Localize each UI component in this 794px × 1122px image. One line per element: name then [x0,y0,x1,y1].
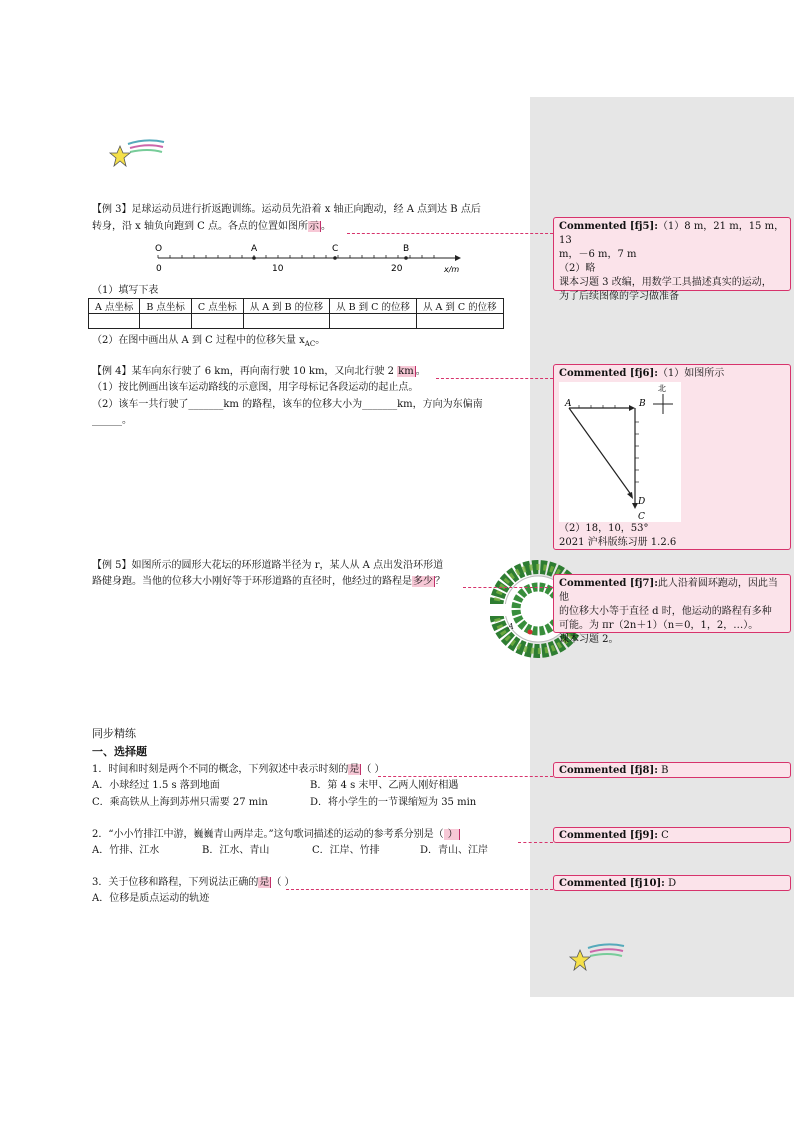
ex4-line3: （2）该车一共行驶了_______km 的路程，该车的位移大小为_______km，方向为东偏南 [92,399,483,410]
figure-label-a: A [508,622,514,631]
point-label-o: O [155,244,163,254]
ex4-line1: 【例 4】某车向东行驶了 6 km，再向南行驶 10 km，又向北行驶 2 km 。 [92,366,426,377]
comment-anchor-5[interactable]: 示 [309,221,320,232]
route-label-b: B [639,399,646,409]
ex5-line2: 路健身跑。当他的位移大小刚好等于环形道路的直径时，他经过的路程是多少 ？ [92,576,445,587]
comment-connector [518,842,553,843]
table-cell[interactable] [191,314,243,329]
comment-anchor-10[interactable]: 是 [259,877,270,888]
q1-option-a[interactable]: A．小球经过 1.5 s 落到地面 [92,780,220,791]
ex4-line2: （1）按比例画出该车运动路线的示意图，用字母标记各段运动的起止点。 [92,382,419,393]
ex3-line2: 转身，沿 x 轴负向跑到 C 点。各点的位置如图所示 。 [92,221,332,232]
tick-label-0: 0 [156,264,162,274]
comment-fj6[interactable]: Commented [fj6]:（1）如图所示 A B D C 北 （2）18，10，53° 2021 沪科版练习册 1.2.6 [553,364,791,550]
table-cell[interactable] [89,314,140,329]
q1-stem: 1．时间和时刻是两个不同的概念，下列叙述中表示时刻的是 （ ） [92,764,385,775]
table-header: 从 B 到 C 的位移 [330,299,417,314]
answer-table [88,298,504,329]
table-cell[interactable] [330,314,417,329]
comment-connector [378,776,553,777]
axis-label: x/m [444,265,460,274]
q1-option-b[interactable]: B．第 4 s 末甲、乙两人刚好相遇 [310,780,459,791]
q3-option-a[interactable]: A．位移是质点运动的轨迹 [92,893,210,904]
table-header: C 点坐标 [191,299,243,314]
table-cell[interactable] [243,314,329,329]
table-cell[interactable] [140,314,192,329]
comment-connector [463,587,553,588]
ex3-q2: （2）在图中画出从 A 到 C 过程中的位移矢量 $x_{AC}$。 [92,335,326,348]
q1-option-d[interactable]: D．将小学生的一节课缩短为 35 min [310,797,477,808]
comment-fj8[interactable]: Commented [fj8]: B [553,762,791,778]
tick-label-10: 10 [272,264,284,274]
table-header: 从 A 到 C 的位移 [416,299,503,314]
table-cell[interactable] [416,314,503,329]
section-title: 同步精练 [92,727,136,740]
route-label-d: D [638,497,646,507]
comment-connector [347,233,553,234]
comment-fj9[interactable]: Commented [fj9]: C [553,827,791,843]
comment-anchor-7[interactable]: 多少 [413,576,433,587]
q2-option-d[interactable]: D．青山、江岸 [420,845,489,856]
table-header: B 点坐标 [140,299,192,314]
comment-anchor-8[interactable]: 是 [349,764,360,775]
comment-fj10[interactable]: Commented [fj10]: D [553,875,791,891]
q1-option-c[interactable]: C．乘高铁从上海到苏州只需要 27 min [92,797,268,808]
q2-option-c[interactable]: C．江岸、竹排 [312,845,380,856]
ex3-line1: 【例 3】足球运动员进行折返跑训练。运动员先沿着 x 轴正向跑动，经 A 点到达 B 点后 [92,204,481,215]
q2-stem: 2．“小小竹排江中游，巍巍青山两岸走。”这句歌词描述的运动的参考系分别是（ ） [92,829,458,840]
ex4-line4: ______。 [92,415,132,426]
table-header: A 点坐标 [89,299,140,314]
route-label-a: A [565,399,572,409]
q2-option-b[interactable]: B．江水、青山 [202,845,270,856]
comment-anchor-9[interactable]: ） [444,829,458,840]
tick-label-20: 20 [391,264,403,274]
shooting-star-icon [568,942,626,978]
comment-fj5[interactable]: Commented [fj5]:（1）8 m，21 m，15 m，13 m，－6 m，7 m （2）略 课本习题 3 改编，用数学工具描述真实的运动， 为了后续图像的学习做准备 [553,217,791,291]
comment-connector [286,889,553,890]
route-diagram [559,382,681,522]
ex3-q1: （1）填写下表 [92,285,159,296]
route-label-c: C [638,512,645,522]
point-label-c: C [332,244,339,254]
comment-fj7[interactable]: Commented [fj7]:此人沿着圆环跑动，因此当他 的位移大小等于直径 d 时，他运动的路程有多种 可能。为 πr（2n＋1）（n＝0，1，2，…）。 课本习题 2。 [553,574,791,633]
comment-anchor-6[interactable]: km [398,366,414,377]
number-line-figure [150,242,470,276]
comment-connector [436,378,553,379]
q3-stem: 3．关于位移和路程，下列说法正确的是 （ ） [92,877,295,888]
ex5-line1: 【例 5】如图所示的圆形大花坛的环形道路半径为 r，某人从 A 点出发沿环形道 [92,560,444,571]
shooting-star-icon [108,138,166,174]
section-subtitle: 一、选择题 [92,745,147,758]
north-label: 北 [658,384,666,393]
table-header: 从 A 到 B 的位移 [243,299,329,314]
point-label-a: A [251,244,258,254]
q2-option-a[interactable]: A．竹排、江水 [92,845,160,856]
point-label-b: B [403,244,410,254]
